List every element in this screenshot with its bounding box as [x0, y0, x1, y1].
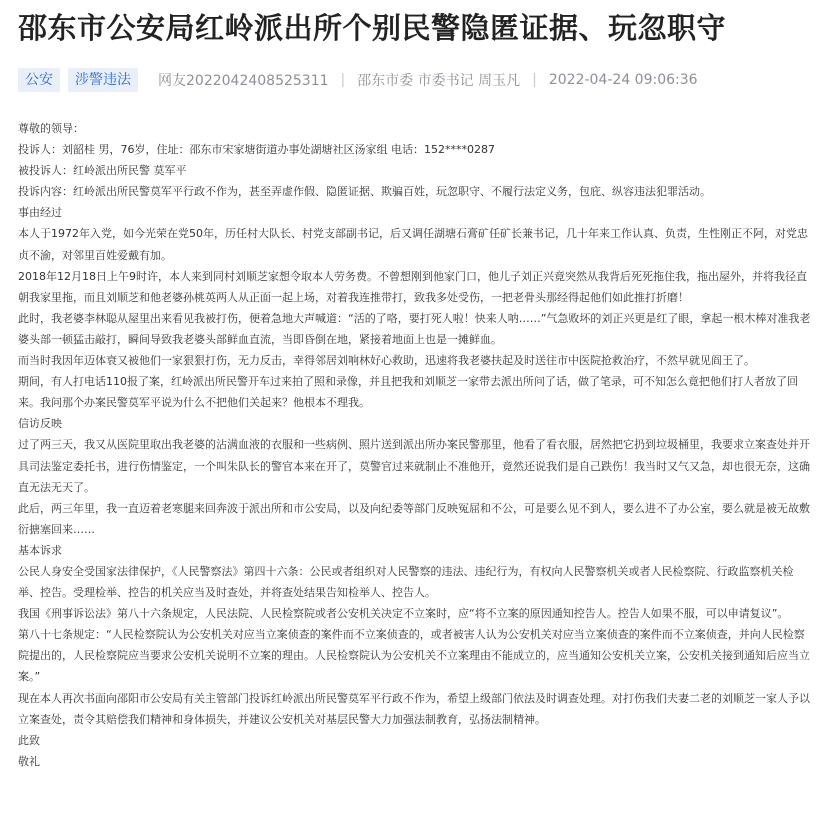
author-name: 网友2022042408525311 — [158, 73, 329, 89]
meta-divider: | — [340, 72, 346, 88]
paragraph-complainant: 投诉人：刘韶桂 男，76岁，住址：邵东市宋家塘街道办事处湖塘社区汤家组 电话：152****0287 — [18, 143, 495, 157]
paragraph: 我国《刑事诉讼法》第八十六条规定，人民法院、人民检察院或者公安机关决定不立案时，应“将不立案的原因通知控告人。控告人如果不服，可以申请复议”。 — [18, 607, 789, 621]
paragraph: 本人于1972年入党，如今光荣在党50年，历任村大队长、村党支部副书记，后又调任湖塘石膏矿任矿长兼书记，几十年来工作认真、负责，生性刚正不阿，对党忠贞不渝，对邻里百姓爱戴有加。 — [18, 227, 808, 262]
complaint-body — [18, 118, 814, 772]
paragraph: 过了两三天，我又从医院里取出我老婆的沾满血液的衣服和一些病例、照片送到派出所办案民警那里，他看了看衣服，居然把它扔到垃圾桶里，我要求立案查处并开具司法鉴定委托书，进行伤情鉴定，一个叫朱队长的警官本来在开了，莫警官过来就制止不准他开，竟然还说我们是自己跌伤！我当时又气又急，却也很无奈，这确直无法无天了。 — [18, 438, 810, 494]
tag-police-violation[interactable]: 涉警违法 — [68, 68, 138, 92]
recipient: 邵东市委 市委书记 周玉凡 — [357, 73, 521, 89]
paragraph: 2018年12月18日上午9时许，本人来到同村刘顺芝家想令取本人劳务费。不曾想刚到他家门口，他儿子刘正兴竟突然从我背后死死拖住我，拖出屋外，并将我径直朝我家里拖，而且刘顺芝和他老婆孙桃英两人从正面一起上场，对着我连推带打，致我多处受伤，一把老骨头那经得起他们如此推打折磨！ — [18, 269, 807, 304]
section-heading-events: 事由经过 — [18, 206, 62, 220]
closing-line: 此致 — [18, 733, 40, 747]
paragraph: 而当时我因年迈体衰又被他们一家狠狠打伤，无力反击，幸得邻居刘响林好心救助，迅速将我老婆扶起及时送往市中医院抢救治疗，不然早就见阎王了。 — [18, 354, 755, 368]
paragraph-respondent: 被投诉人：红岭派出所民警 莫军平 — [18, 164, 187, 178]
paragraph: 此时，我老婆李林聪从屋里出来看见我被打伤，便着急地大声喊道：“活的了咯，要打死人啦！快来人呐……”气急败坏的刘正兴更是红了眼，拿起一根木棒对准我老婆头部一顿猛击敲打，瞬间导致我老婆头部鲜血直流，当即昏倒在地，紧接着地面上也是一摊鲜血。 — [18, 311, 811, 346]
section-heading-petition: 信访反映 — [18, 417, 62, 431]
tag-police[interactable]: 公安 — [18, 68, 60, 92]
closing-regards: 敬礼 — [18, 754, 40, 768]
paragraph-complaint-content: 投诉内容：红岭派出所民警莫军平行政不作为，甚至弄虚作假、隐匿证据、欺骗百姓，玩忽职守、不履行法定义务，包庇、纵容违法犯罪活动。 — [18, 185, 711, 199]
paragraph: 现在本人再次书面向邵阳市公安局有关主管部门投诉红岭派出所民警莫军平行政不作为，希望上级部门依法及时调查处理。对打伤我们夫妻二老的刘顺芝一家人予以立案查处，责令其赔偿我们精神和身体损失，并建议公安机关对基层民警大力加强法制教育，弘扬法制精神。 — [18, 691, 810, 726]
section-heading-demands: 基本诉求 — [18, 543, 62, 557]
paragraph: 此后，两三年里，我一直迈着老寒腿来回奔波于派出所和市公安局，以及向纪委等部门反映冤屈和不公，可是要么见不到人，要么进不了办公室，要么就是被无故敷衍搪塞回来…… — [18, 501, 810, 536]
post-datetime: 2022-04-24 09:06:36 — [548, 72, 698, 88]
page-title: 邵东市公安局红岭派出所个别民警隐匿证据、玩忽职守 — [18, 11, 727, 45]
paragraph: 公民人身安全受国家法律保护，《人民警察法》第四十六条：公民或者组织对人民警察的违法、违纪行为，有权向人民警察机关或者人民检察院、行政监察机关检举、控告。受理检举、控告的机关应当及时查处，并将查处结果告知检举人、控告人。 — [18, 564, 794, 600]
paragraph: 第八十七条规定：“人民检察院认为公安机关对应当立案侦查的案件而不立案侦查的，或者被害人认为公安机关对应当立案侦查的案件而不立案侦查，并向人民检察院提出的，人民检察院应当要求公安机关说明不立案的理由。人民检察院认为公安机关不立案理由不能成立的，应当通知公安机关立案，公安机关接到通知后应当立案。” — [18, 628, 810, 684]
paragraph-salutation: 尊敬的领导： — [18, 122, 84, 135]
meta-bar — [18, 66, 698, 94]
meta-divider: | — [532, 72, 537, 88]
paragraph: 期间，有人打电话110报了案，红岭派出所民警开车过来拍了照和录像，并且把我和刘顺芝一家带去派出所问了话，做了笔录，可不知怎么竟把他们打人者放了回来。我问那个办案民警莫军平说为什么不把他们关起来？他根本不理我。 — [18, 375, 798, 410]
